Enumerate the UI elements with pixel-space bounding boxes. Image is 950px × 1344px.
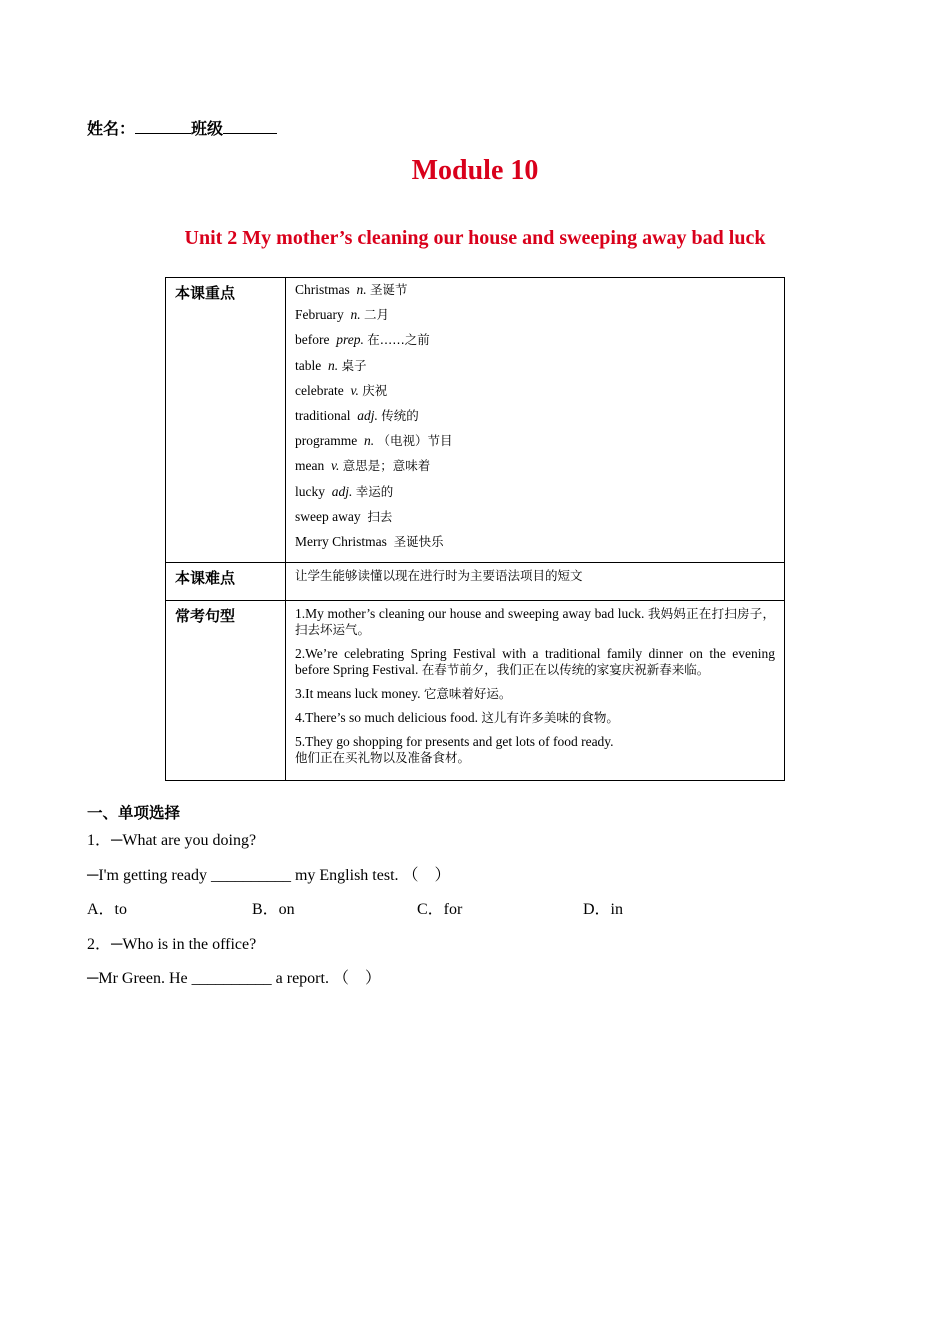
- class-blank[interactable]: [223, 119, 277, 134]
- page-title: Module 10: [411, 155, 539, 186]
- list-item: Merry Christmas 圣诞快乐: [295, 533, 444, 549]
- list-item: sweep away 扫去: [295, 508, 393, 524]
- difficulty-text: 让学生能够读懂以现在进行时为主要语法项目的短文: [295, 568, 583, 584]
- patterns-label: 常考句型: [166, 601, 286, 781]
- lesson-table: [165, 277, 785, 781]
- list-item: 1.My mother’s cleaning our house and sweeping away bad luck. 我妈妈正在打扫房子，扫去坏运气。: [295, 606, 775, 638]
- table-row: [166, 278, 785, 563]
- list-item: traditional adj. 传统的: [295, 407, 419, 423]
- list-item: programme n. （电视）节目: [295, 433, 453, 449]
- list-item: 5.They go shopping for presents and get lots of food ready. 他们正在买礼物以及准备食材。: [295, 734, 614, 766]
- name-blank[interactable]: [135, 119, 191, 134]
- list-item: before prep. 在……之前: [295, 332, 430, 348]
- patterns-list: [286, 601, 785, 781]
- class-label: 班级: [191, 119, 224, 138]
- page-subtitle: Unit 2 My mother’s cleaning our house and sweeping away bad luck: [184, 227, 766, 249]
- name-label: 姓名：: [87, 119, 136, 138]
- list-item: table n. 桌子: [295, 357, 367, 373]
- list-item: mean v. 意思是；意味着: [295, 458, 431, 474]
- question-1-line-2: ─I'm getting ready __________ my English test. （ ）: [87, 867, 451, 884]
- question-2-line-2: ─Mr Green. He __________ a report. （ ）: [87, 970, 381, 987]
- list-item: Christmas n. 圣诞节: [295, 282, 408, 297]
- table-row: [166, 601, 785, 781]
- list-item: 4.There’s so much delicious food. 这儿有许多美味的食物。: [295, 710, 619, 726]
- option-b[interactable]: B．on: [252, 901, 295, 918]
- vocab-list: [286, 278, 785, 563]
- name-class-line: [87, 116, 277, 139]
- list-item: 3.It means luck money. 它意味着好运。: [295, 686, 512, 702]
- option-c[interactable]: C．for: [417, 901, 463, 918]
- question-1-line-1: 1．─What are you doing?: [87, 832, 257, 849]
- table-row: [166, 563, 785, 601]
- difficulty-cell: [286, 563, 785, 601]
- key-points-label: 本课重点: [166, 278, 286, 563]
- section-title: 一、单项选择: [87, 804, 181, 822]
- difficulty-label: 本课难点: [166, 563, 286, 601]
- list-item: lucky adj. 幸运的: [295, 483, 394, 499]
- option-a[interactable]: A．to: [87, 901, 128, 918]
- list-item: February n. 二月: [295, 307, 389, 323]
- list-item: 2.We’re celebrating Spring Festival with a traditional family dinner on the evening before Spring Festival. 在春节前夕，我们正在以传统的家宴庆祝新春来临。: [295, 646, 775, 678]
- question-2-line-1: 2．─Who is in the office?: [87, 936, 257, 953]
- option-d[interactable]: D．in: [583, 901, 624, 918]
- list-item: celebrate v. 庆祝: [295, 382, 388, 398]
